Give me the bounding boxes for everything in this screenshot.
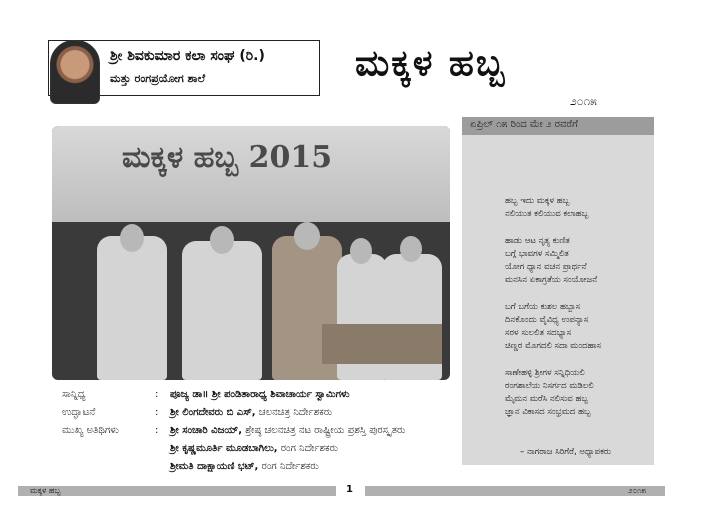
person-1 <box>97 236 167 380</box>
footer-name: ಮಕ್ಕಳ ಹಬ್ಬ <box>30 486 61 495</box>
poem-line: ಬಗೆ ಬಗೆಯ ಕುಶಲ ಹಬ್ಬಾಸ <box>505 302 581 312</box>
table <box>322 324 442 364</box>
person-3-head <box>294 222 320 250</box>
person-1-head <box>120 224 144 252</box>
info-value-guest-1: ಶ್ರೀ ಸಂಚಾರಿ ವಿಜಯ್, ಶ್ರೇಷ್ಠ ಚಲನಚಿತ್ರ ನಟ ರಾಷ್ಟ್ರೀಯ ಪ್ರಶಸ್ತಿ ಪುರಸ್ಕೃತರು <box>170 425 406 436</box>
info-value-inauguration: ಶ್ರೀ ಲಿಂಗದೇವರು ಬಿ ಎಸ್, ಚಲನಚಿತ್ರ ನಿರ್ದೇಶಕರು <box>170 407 333 418</box>
person-2 <box>182 241 262 380</box>
poem-author: – ನಾಗರಾಜ ಸಿರಿಗೆರೆ, ಅಧ್ಯಾಪಕರು <box>520 447 612 457</box>
info-value-guest-2: ಶ್ರೀ ಕೃಷ್ಣಮೂರ್ತಿ ಮೂಡಬಾಗಿಲು, ರಂಗ ನಿರ್ದೇಶಕರು <box>170 443 338 454</box>
stage-banner <box>52 126 450 222</box>
poem-line: ರಂಗಶಾಲೆಯ ನಿಸರ್ಗದ ಮಡಿಲಲಿ <box>505 381 594 391</box>
poem-line: ಸರಳ ಸುಲಲಿತ ಸದಭ್ಯಾಸ <box>505 328 572 338</box>
page-number: 1 <box>346 484 353 495</box>
poem-line: ಸಾಣೇಹಳ್ಳಿ ಶ್ರೀಗಳ ಸನ್ನಿಧಿಯಲಿ <box>505 368 585 378</box>
info-label-presence: ಸಾನ್ನಿಧ್ಯ <box>62 389 86 400</box>
info-label-inauguration: ಉದ್ಘಾಟನೆ <box>62 407 96 418</box>
poem-line: ಯೋಗ ಧ್ಯಾನ ವಚನ ಪ್ರಾರ್ಥನೆ <box>505 262 587 272</box>
poem-line: ಬಗ್ಗೆ ಭಾವಗಳ ಸಮ್ಮಿಲಿತ <box>505 249 569 259</box>
org-name: ಶ್ರೀ ಶಿವಕುಮಾರ ಕಲಾ ಸಂಘ (ರಿ.) <box>110 48 265 64</box>
poem-line: ಚಿಣ್ಣರ ಮೊಗದಲಿ ಸದಾ ಮಂದಹಾಸ <box>505 341 602 351</box>
poem-line: ಜ್ಞಾನ ವಿಕಾಸದ ಸಂಭ್ರಮದ ಹಬ್ಬ <box>505 407 591 417</box>
info-value-presence: ಪೂಜ್ಯ ಡಾ॥ ಶ್ರೀ ಪಂಡಿತಾರಾಧ್ಯ ಶಿವಾಚಾರ್ಯ ಸ್ವಾಮಿಗಳು <box>170 389 350 400</box>
event-photo <box>52 126 450 380</box>
poem-line: ಮನಸಿನ ಏಕಾಗ್ರತೆಯ ಸಂಯೋಜನೆ <box>505 275 598 285</box>
event-dates: ಏಪ್ರಿಲ್ ೧೫ ರಿಂದ ಮೇ ೨ ರವರೆಗೆ <box>470 119 578 130</box>
swamiji-photo <box>50 40 100 104</box>
info-value-guest-3: ಶ್ರೀಮತಿ ದಾಕ್ಷಾಯಣಿ ಭಟ್, ರಂಗ ನಿರ್ದೇಶಕರು <box>170 461 319 472</box>
footer-year: ೨೦೧೫ <box>628 486 646 495</box>
org-subtitle: ಮತ್ತು ರಂಗಪ್ರಯೋಗ ಶಾಲೆ <box>110 72 206 85</box>
person-2-head <box>210 226 234 254</box>
poem-line: ಹಬ್ಬ ಇದು ಮಕ್ಕಳ ಹಬ್ಬ <box>505 196 570 206</box>
person-4-head <box>350 238 372 264</box>
poem-line: ಮೈಮನ ಮರೆಸಿ ನಲಿಸುವ ಹಬ್ಬ <box>505 394 589 404</box>
page-title: ಮಕ್ಕಳ ಹಬ್ಬ <box>355 42 507 84</box>
poem-line: ನಲಿಯುತ ಕಲಿಯುವ ಕಲಾಹಬ್ಬ <box>505 209 589 219</box>
banner-text: ಮಕ್ಕಳ ಹಬ್ಬ 2015 <box>122 140 333 175</box>
footer-bar-right <box>365 486 665 496</box>
poem-line: ಹಾಡು ಆಟ ನೃತ್ಯ ಕುಣಿತ <box>505 236 570 246</box>
footer-bar-left <box>18 486 336 496</box>
person-5-head <box>400 236 422 262</box>
info-label-chief-guests: ಮುಖ್ಯ ಅತಿಥಿಗಳು <box>62 425 119 436</box>
title-year: ೨೦೧೫ <box>570 94 597 108</box>
poem-line: ದಿನಕೊಂದು ವೈವಿಧ್ಯ ಉಪನ್ಯಾಸ <box>505 315 589 325</box>
